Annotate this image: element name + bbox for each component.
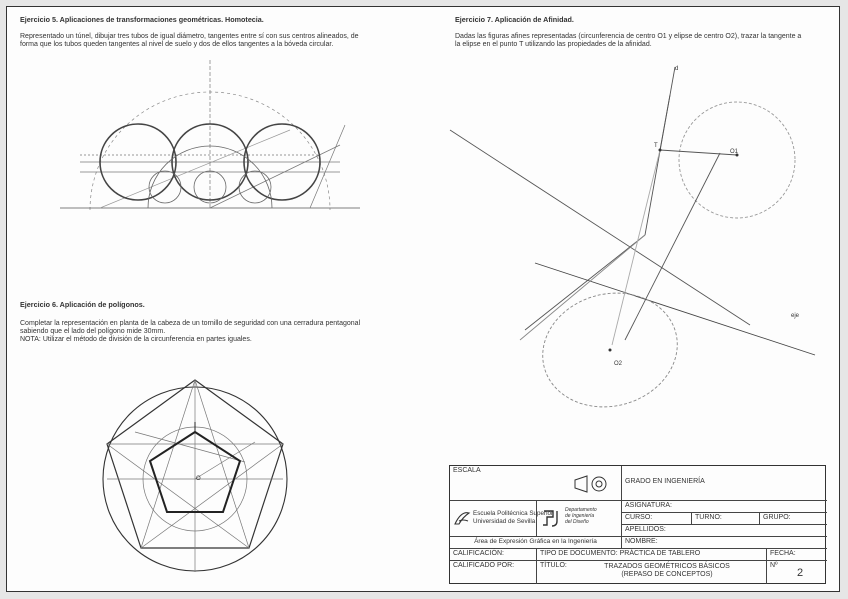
ex7-statement-line2: la elipse en el punto T utilizando las propiedades de la afinidad. <box>455 41 652 48</box>
label-center-o: O <box>196 476 201 482</box>
area-cell: Área de Expresión Gráfica en la Ingeniería <box>450 537 622 549</box>
label-direction-d: d <box>675 66 679 72</box>
sheet-number: 2 <box>797 567 804 579</box>
label-eje: eje <box>791 313 800 319</box>
titulo-label: TÍTULO: <box>540 562 567 569</box>
ex5-statement-line1: Representado un túnel, dibujar tres tubos de igual diámetro, tangentes entre sí con sus centros alineados, de <box>20 33 359 40</box>
dept-line1: Departamento <box>565 507 597 513</box>
projection-symbol-icon <box>573 474 609 494</box>
calificacion-cell: CALIFICACIÓN: <box>450 549 537 561</box>
tipo-documento-cell: TIPO DE DOCUMENTO: PRÁCTICA DE TABLERO <box>537 549 767 561</box>
affinity-figure <box>450 55 830 435</box>
fecha-cell: FECHA: <box>767 549 827 561</box>
apellidos-cell: APELLIDOS: <box>622 525 827 537</box>
turno-cell: TURNO: <box>692 513 760 525</box>
school-logo-cell <box>450 501 554 537</box>
school-logo-icon <box>453 509 471 527</box>
grupo-cell: GRUPO: <box>760 513 827 525</box>
dept-logo-icon <box>541 507 563 529</box>
ex6-statement-line3: NOTA: Utilizar el método de división de la circunferencia en partes iguales. <box>20 336 252 343</box>
ex6-title: Ejercicio 6. Aplicación de polígonos. <box>20 300 145 309</box>
dept-name <box>565 507 597 525</box>
numero-label: Nº <box>770 562 778 569</box>
calificado-por-cell: CALIFICADO POR: <box>450 561 537 584</box>
title-block <box>449 465 826 584</box>
grado-cell: GRADO EN INGENIERÍA <box>622 466 827 501</box>
ex7-statement-line1: Dadas las figuras afines representadas (circunferencia de centro O1 y elipse de centro O2), trazar la tangente a <box>455 33 802 40</box>
titulo-text <box>577 563 757 579</box>
nombre-cell: NOMBRE: <box>622 537 827 549</box>
label-o2: O2 <box>614 361 623 367</box>
pentagon-screw-figure <box>95 372 295 577</box>
titulo-cell <box>537 561 767 584</box>
ex5-title: Ejercicio 5. Aplicaciones de transformaciones geométricas. Homotecia. <box>20 15 264 24</box>
school-line2: Universidad de Sevilla <box>473 518 536 525</box>
dept-line3: del Diseño <box>565 519 589 525</box>
school-line1: Escuela Politécnica Superior <box>473 510 554 517</box>
ex6-statement-line2: sabiendo que el lado del polígono mide 30mm. <box>20 328 166 335</box>
titulo-line2: (REPASO DE CONCEPTOS) <box>621 571 713 578</box>
titulo-line1: TRAZADOS GEOMÉTRICOS BÁSICOS <box>604 563 730 570</box>
asignatura-cell: ASIGNATURA: <box>622 501 827 513</box>
escala-cell <box>450 466 622 501</box>
curso-cell: CURSO: <box>622 513 692 525</box>
ex5-statement-line2: forma que los tubos queden tangentes al nivel de suelo y dos de ellos tangentes a la bóveda circular. <box>20 41 334 48</box>
label-o1: O1 <box>730 149 739 155</box>
ex6-statement-line1: Completar la representación en planta de la cabeza de un tornillo de seguridad con una cerradura pentagonal <box>20 320 361 327</box>
numero-cell <box>767 561 827 584</box>
dept-logo-cell <box>537 501 622 537</box>
label-point-t: T <box>654 143 658 149</box>
dept-line2: de Ingeniería <box>565 513 595 519</box>
ex7-title: Ejercicio 7. Aplicación de Afinidad. <box>455 15 574 24</box>
tunnel-figure <box>60 50 360 220</box>
escala-label: ESCALA <box>453 467 481 474</box>
